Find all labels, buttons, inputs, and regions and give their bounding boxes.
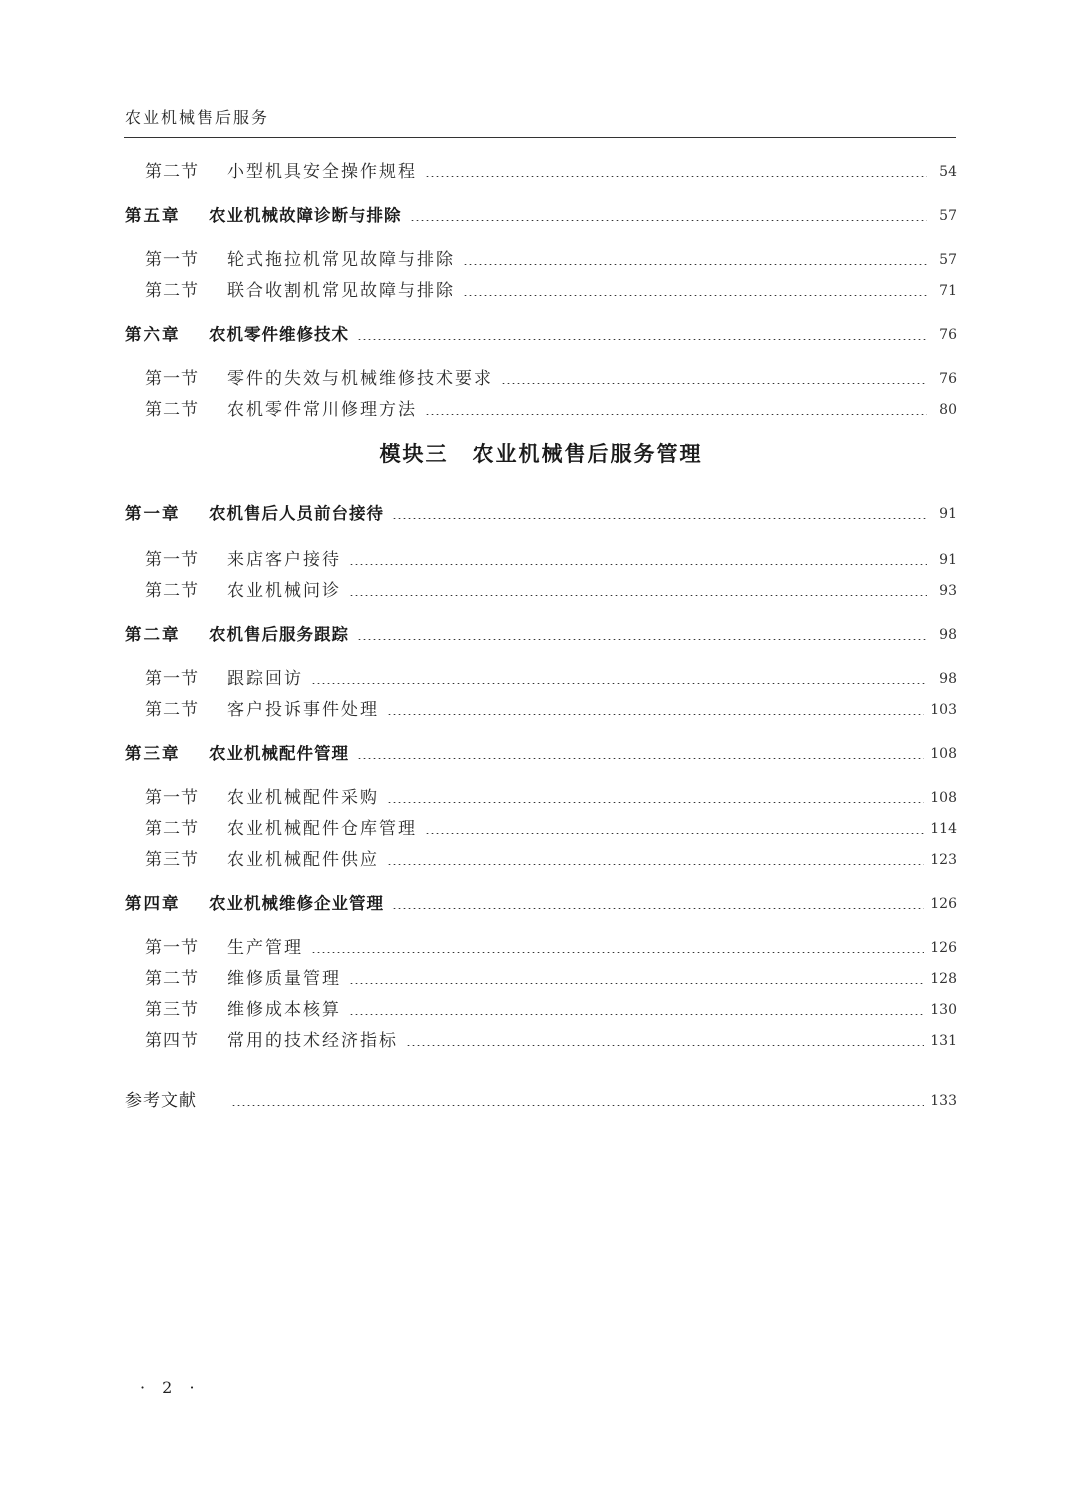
dot-leader [425, 833, 924, 834]
page-number: 108 [930, 746, 957, 762]
page-number: 57 [939, 252, 957, 268]
section-title: 维修成本核算 [227, 1000, 341, 1020]
page-number: 91 [939, 552, 957, 568]
module-label: 模块三 [379, 441, 449, 466]
dot-leader [406, 1045, 924, 1046]
dot-leader [410, 220, 928, 221]
page-number: 54 [939, 164, 957, 180]
page-number: 108 [930, 790, 957, 806]
toc-entry-chapter[interactable] [125, 888, 957, 916]
toc-entry-section[interactable] [125, 156, 957, 184]
page-number: 131 [930, 1033, 957, 1049]
chapter-title: 农机售后人员前台接待 [209, 504, 384, 523]
dot-leader [357, 639, 927, 640]
chapter-label: 第一章 [125, 504, 181, 523]
running-header: 农业机械售后服务 [125, 108, 270, 127]
page-number: 123 [930, 852, 957, 868]
toc-entry-chapter[interactable] [125, 498, 957, 526]
toc-entry-section[interactable] [125, 663, 957, 691]
dot-leader [349, 595, 927, 596]
page-number: 76 [939, 371, 957, 387]
toc-entry-section[interactable] [125, 244, 957, 272]
dot-leader [425, 414, 927, 415]
section-title: 农业机械问诊 [227, 581, 341, 601]
dot-leader [311, 952, 924, 953]
page-number: 126 [930, 896, 957, 912]
section-title: 农业机械配件仓库管理 [227, 819, 417, 839]
header-rule [124, 137, 956, 138]
dot-leader [357, 339, 927, 340]
section-title: 常用的技术经济指标 [227, 1031, 398, 1051]
toc-entry-references[interactable] [125, 1085, 957, 1113]
page-number: 91 [939, 506, 957, 522]
section-label: 第二节 [145, 969, 199, 989]
section-title: 维修质量管理 [227, 969, 341, 989]
toc-entry-section[interactable] [125, 363, 957, 391]
chapter-title: 农业机械配件管理 [209, 744, 349, 763]
section-title: 生产管理 [227, 938, 303, 958]
section-title: 客户投诉事件处理 [227, 700, 379, 720]
references-label: 参考文献 [125, 1091, 197, 1111]
dot-leader [311, 683, 927, 684]
page-number: 128 [930, 971, 957, 987]
section-title: 轮式拖拉机常见故障与排除 [227, 250, 455, 270]
chapter-label: 第四章 [125, 894, 181, 913]
page-number: 76 [939, 327, 957, 343]
section-label: 第二节 [145, 700, 199, 720]
section-title: 农业机械配件采购 [227, 788, 379, 808]
dot-leader [231, 1105, 924, 1106]
chapter-title: 农机售后服务跟踪 [209, 625, 349, 644]
page-number: 133 [930, 1093, 957, 1109]
toc-entry-chapter[interactable] [125, 200, 957, 228]
dot-leader [392, 908, 924, 909]
toc-entry-section[interactable] [125, 394, 957, 422]
page-footer-number: · 2 · [140, 1378, 201, 1397]
section-title: 联合收割机常见故障与排除 [227, 281, 455, 301]
toc-entry-section[interactable] [125, 844, 957, 872]
page-number: 126 [930, 940, 957, 956]
section-label: 第一节 [145, 669, 199, 689]
dot-leader [349, 1014, 924, 1015]
toc-entry-section[interactable] [125, 275, 957, 303]
toc-entry-section[interactable] [125, 1025, 957, 1053]
section-title: 小型机具安全操作规程 [227, 162, 417, 182]
page-number: 98 [939, 627, 957, 643]
section-label: 第二节 [145, 281, 199, 301]
module-heading[interactable] [125, 438, 957, 468]
section-title: 跟踪回访 [227, 669, 303, 689]
section-label: 第二节 [145, 581, 199, 601]
chapter-label: 第三章 [125, 744, 181, 763]
chapter-label: 第六章 [125, 325, 181, 344]
section-label: 第三节 [145, 850, 199, 870]
toc-entry-chapter[interactable] [125, 738, 957, 766]
dot-leader [349, 564, 927, 565]
section-label: 第一节 [145, 250, 199, 270]
dot-leader [392, 518, 927, 519]
page-number: 130 [930, 1002, 957, 1018]
page-number: 93 [939, 583, 957, 599]
dot-leader [387, 802, 924, 803]
section-label: 第二节 [145, 162, 199, 182]
dot-leader [387, 864, 924, 865]
dot-leader [387, 714, 924, 715]
chapter-label: 第二章 [125, 625, 181, 644]
dot-leader [425, 176, 927, 177]
section-title: 来店客户接待 [227, 550, 341, 570]
page-number: 57 [939, 208, 957, 224]
section-title: 零件的失效与机械维修技术要求 [227, 369, 493, 389]
toc-entry-section[interactable] [125, 694, 957, 722]
section-label: 第一节 [145, 788, 199, 808]
page-number: 80 [939, 402, 957, 418]
toc-entry-section[interactable] [125, 963, 957, 991]
toc-entry-section[interactable] [125, 575, 957, 603]
section-label: 第二节 [145, 400, 199, 420]
toc-entry-section[interactable] [125, 544, 957, 572]
chapter-title: 农机零件维修技术 [209, 325, 349, 344]
module-title: 农业机械售后服务管理 [472, 441, 703, 466]
dot-leader [349, 983, 924, 984]
section-label: 第三节 [145, 1000, 199, 1020]
chapter-title: 农业机械维修企业管理 [209, 894, 384, 913]
toc-entry-section[interactable] [125, 782, 957, 810]
chapter-label: 第五章 [125, 206, 181, 225]
toc-entry-section[interactable] [125, 813, 957, 841]
toc-entry-chapter[interactable] [125, 619, 957, 647]
toc-entry-section[interactable] [125, 994, 957, 1022]
dot-leader [463, 264, 927, 265]
dot-leader [463, 295, 927, 296]
section-label: 第一节 [145, 550, 199, 570]
section-label: 第四节 [145, 1031, 199, 1051]
dot-leader [357, 758, 924, 759]
section-title: 农机零件常川修理方法 [227, 400, 417, 420]
dot-leader [501, 383, 927, 384]
section-label: 第二节 [145, 819, 199, 839]
toc-entry-section[interactable] [125, 932, 957, 960]
section-label: 第一节 [145, 938, 199, 958]
section-title: 农业机械配件供应 [227, 850, 379, 870]
page-number: 114 [930, 821, 957, 837]
toc-entry-chapter[interactable] [125, 319, 957, 347]
page-number: 71 [939, 283, 957, 299]
page-number: 98 [939, 671, 957, 687]
page-number: 103 [930, 702, 957, 718]
chapter-title: 农业机械故障诊断与排除 [209, 206, 402, 225]
section-label: 第一节 [145, 369, 199, 389]
